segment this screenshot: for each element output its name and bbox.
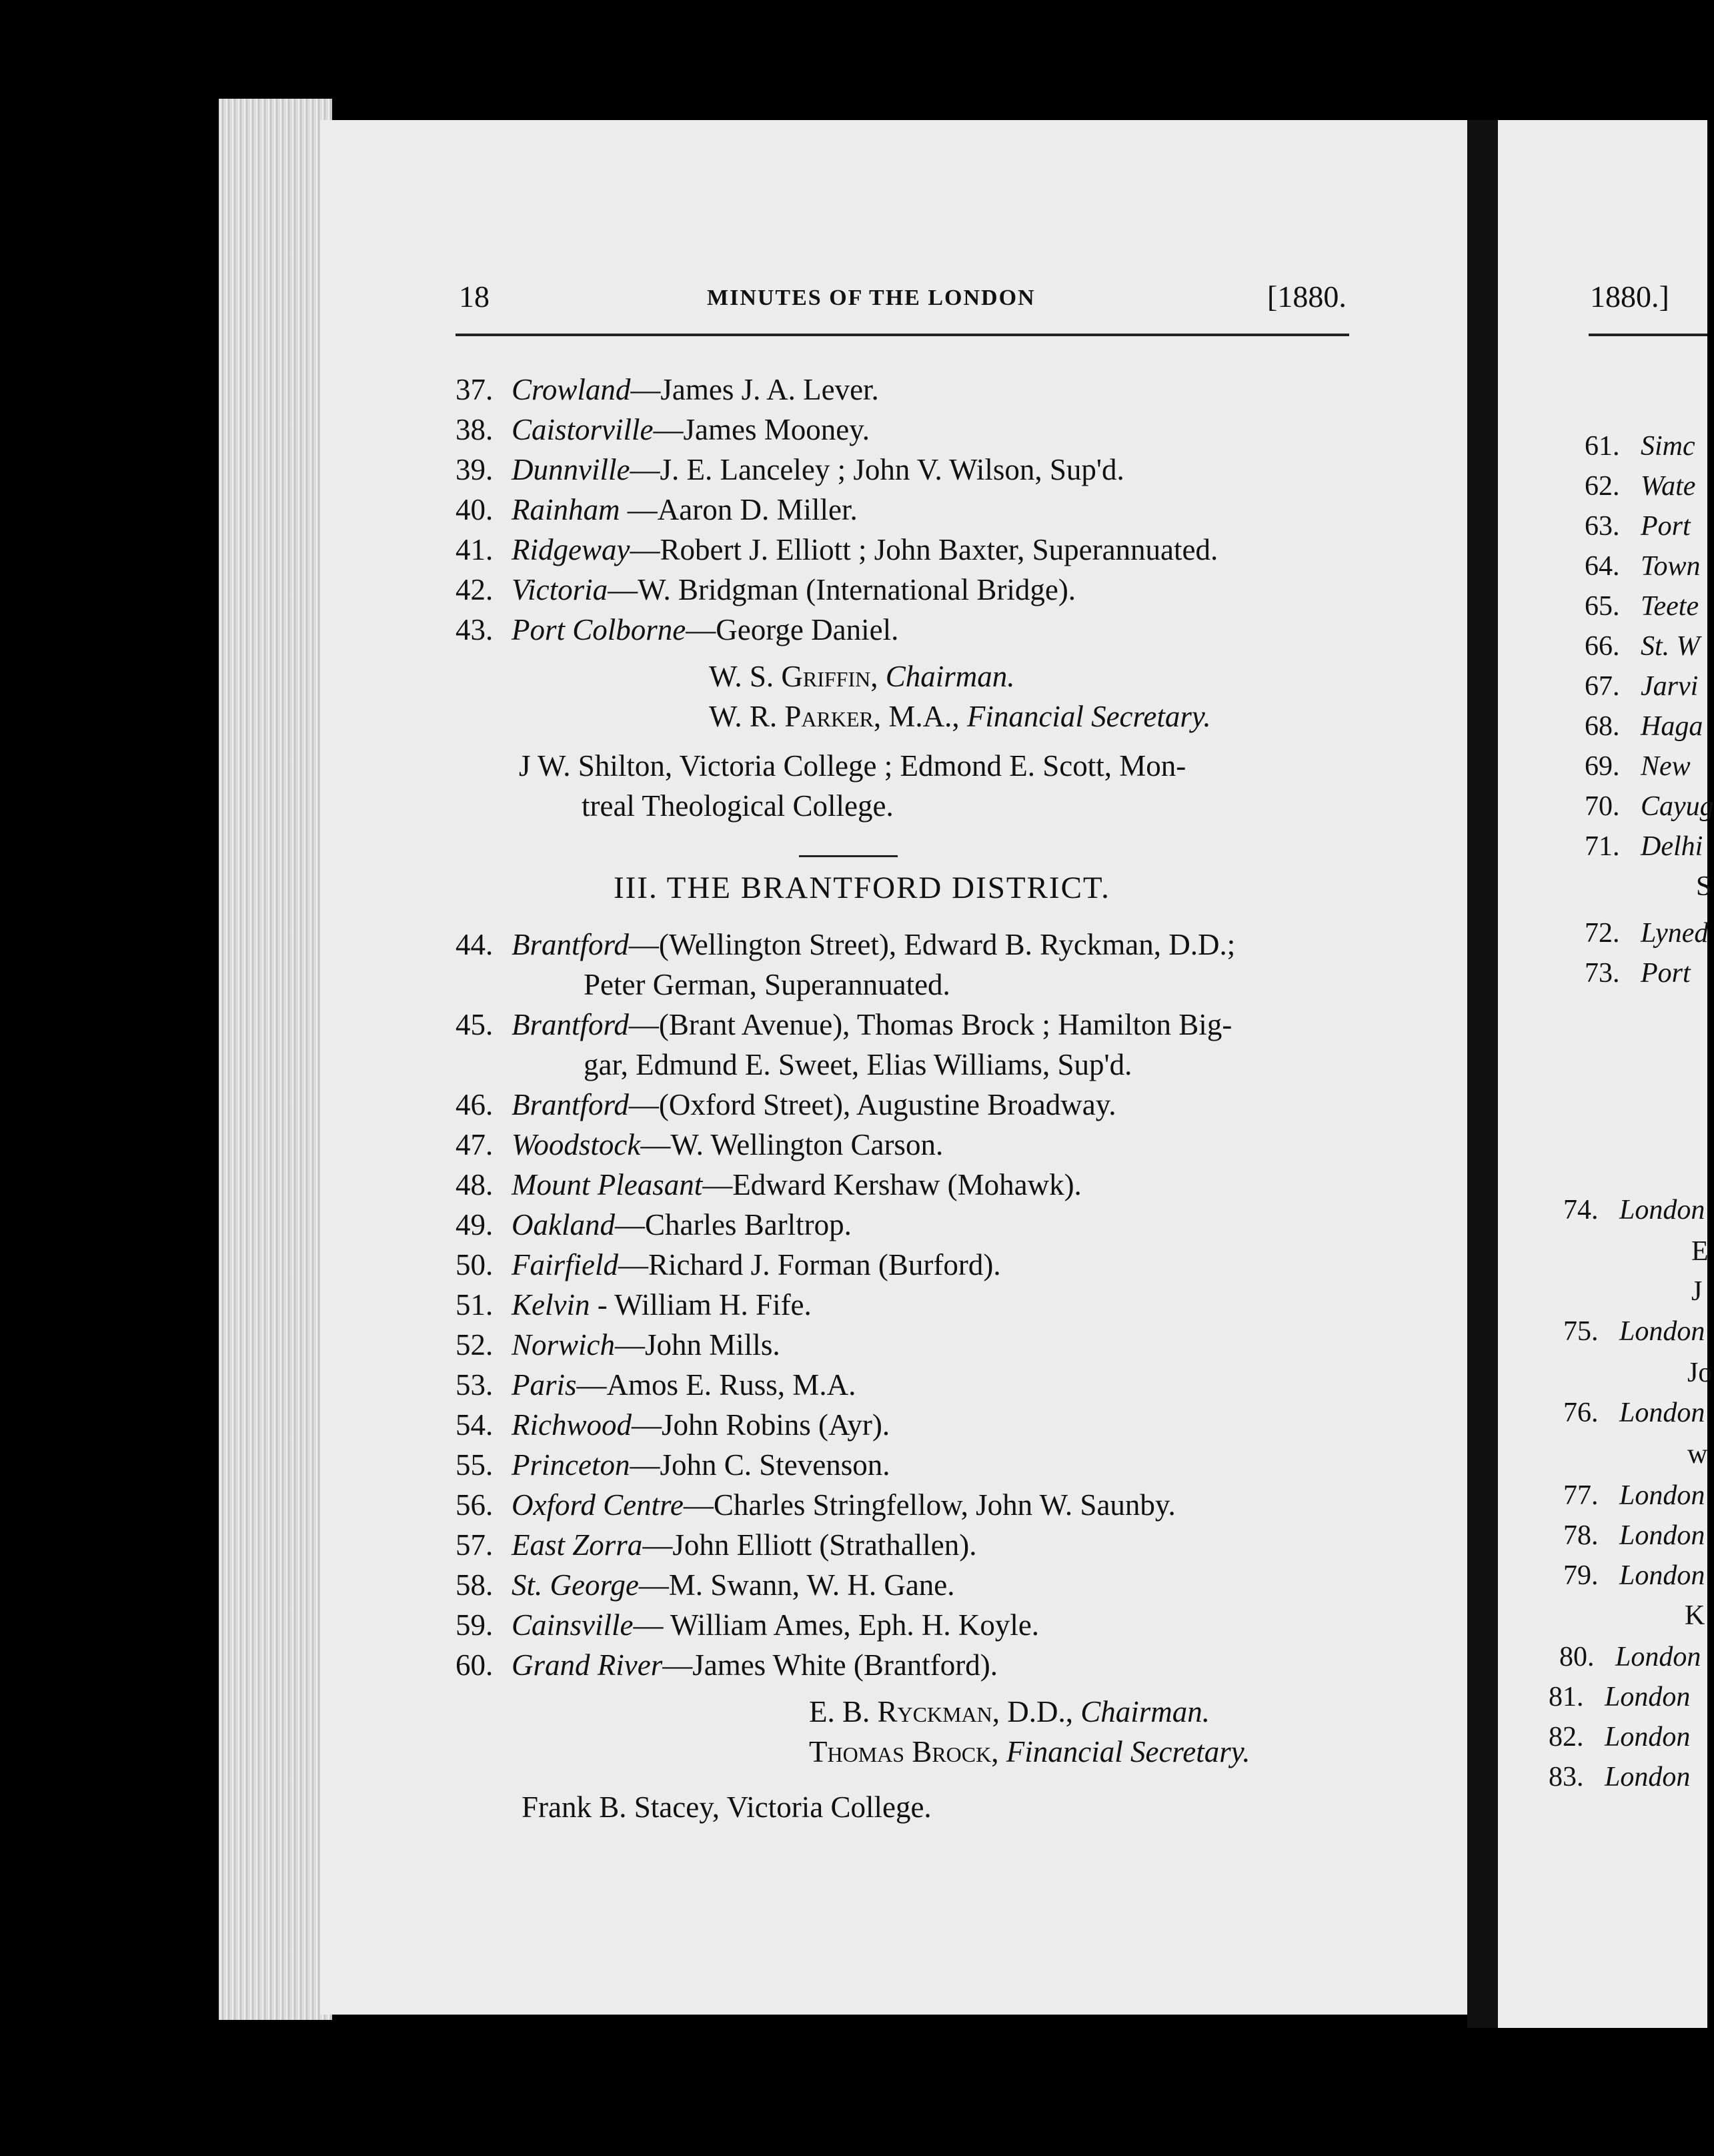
book-gutter <box>1467 120 1498 2028</box>
right-fragment: S <box>1696 871 1712 902</box>
list-item: 54. Richwood—John Robins (Ayr). <box>456 1408 890 1442</box>
list-item: 40. Rainham —Aaron D. Miller. <box>456 493 858 526</box>
secretary-signature: W. R. Parker, M.A., Financial Secretary. <box>709 700 1211 733</box>
list-item: 47. Woodstock—W. Wellington Carson. <box>456 1128 944 1161</box>
right-list-item: 65. Teete <box>1585 591 1699 622</box>
student-note: J W. Shilton, Victoria College ; Edmond E. Scott, Mon- <box>519 749 1186 782</box>
right-list-item: 78. London <box>1563 1520 1705 1551</box>
list-item: 42. Victoria—W. Bridgman (International Bridge). <box>456 573 1076 606</box>
chairman-signature: E. B. Ryckman, D.D., Chairman. <box>809 1695 1210 1728</box>
right-list-item: 77. London <box>1563 1480 1705 1511</box>
right-list-item: 67. Jarvi <box>1585 671 1699 702</box>
page-year: [1880. <box>1267 280 1347 314</box>
right-list-item: 68. Haga <box>1585 711 1703 742</box>
right-list-item: 64. Town <box>1585 551 1701 582</box>
list-item: 48. Mount Pleasant—Edward Kershaw (Mohawk). <box>456 1168 1082 1201</box>
right-list-item: 69. New <box>1585 751 1691 782</box>
right-list-item: 79. London <box>1563 1560 1705 1591</box>
page-number: 18 <box>459 280 490 314</box>
right-list-item: 76. London <box>1563 1398 1705 1428</box>
student-note-cont: treal Theological College. <box>582 789 894 823</box>
page-edges <box>219 99 332 2020</box>
list-item: 45. Brantford—(Brant Avenue), Thomas Brock ; Hamilton Big- <box>456 1008 1232 1041</box>
list-item-cont: gar, Edmund E. Sweet, Elias Williams, Sup'd. <box>584 1048 1132 1081</box>
right-list-item: 72. Lyned <box>1585 918 1709 949</box>
right-fragment: E <box>1691 1236 1709 1267</box>
list-item: 49. Oakland—Charles Barltrop. <box>456 1208 852 1241</box>
list-item: 52. Norwich—John Mills. <box>456 1328 780 1362</box>
right-list-item: 81. London <box>1549 1682 1691 1712</box>
student-note: Frank B. Stacey, Victoria College. <box>522 1790 932 1824</box>
list-item: 38. Caistorville—James Mooney. <box>456 413 870 446</box>
chairman-signature: W. S. Griffin, Chairman. <box>709 660 1015 693</box>
right-list-item: 80. London <box>1559 1642 1701 1672</box>
right-page-year: 1880.] <box>1590 280 1669 314</box>
right-list-item: 82. London <box>1549 1722 1691 1752</box>
list-item: 44. Brantford—(Wellington Street), Edward B. Ryckman, D.D.; <box>456 928 1236 961</box>
list-item: 39. Dunnville—J. E. Lanceley ; John V. Wilson, Sup'd. <box>456 453 1124 486</box>
list-item: 53. Paris—Amos E. Russ, M.A. <box>456 1368 856 1402</box>
header-rule <box>456 334 1349 336</box>
right-list-item: 73. Port <box>1585 958 1691 989</box>
right-list-item: 66. St. W <box>1585 631 1700 662</box>
right-list-item: 62. Wate <box>1585 471 1696 502</box>
right-fragment: w <box>1687 1439 1708 1470</box>
right-list-item: 70. Cayug <box>1585 791 1714 822</box>
right-list-item: 63. Port <box>1585 511 1691 542</box>
right-header-rule <box>1589 334 1707 336</box>
right-list-item: 61. Simc <box>1585 431 1695 462</box>
list-item: 59. Cainsville— William Ames, Eph. H. Koyle. <box>456 1608 1040 1642</box>
list-item: 57. East Zorra—John Elliott (Strathallen). <box>456 1528 977 1562</box>
list-item: 37. Crowland—James J. A. Lever. <box>456 373 879 406</box>
running-title: MINUTES OF THE LONDON <box>707 286 1036 310</box>
section-rule <box>799 855 898 857</box>
district-heading: III. THE BRANTFORD DISTRICT. <box>614 871 1110 905</box>
secretary-signature: Thomas Brock, Financial Secretary. <box>809 1735 1250 1768</box>
list-item: 60. Grand River—James White (Brantford). <box>456 1648 998 1682</box>
list-item: 58. St. George—M. Swann, W. H. Gane. <box>456 1568 955 1602</box>
right-fragment: Jo <box>1687 1358 1713 1388</box>
right-list-item: 75. London <box>1563 1316 1705 1347</box>
list-item: 51. Kelvin - William H. Fife. <box>456 1288 812 1321</box>
list-item: 56. Oxford Centre—Charles Stringfellow, John W. Saunby. <box>456 1488 1176 1522</box>
right-fragment: K <box>1685 1600 1705 1631</box>
list-item-cont: Peter German, Superannuated. <box>584 968 950 1001</box>
right-list-item: 83. London <box>1549 1762 1691 1792</box>
list-item: 43. Port Colborne—George Daniel. <box>456 613 899 646</box>
list-item: 50. Fairfield—Richard J. Forman (Burford). <box>456 1248 1001 1281</box>
list-item: 46. Brantford—(Oxford Street), Augustine Broadway. <box>456 1088 1116 1121</box>
right-list-item: 74. London <box>1563 1195 1705 1225</box>
right-list-item: 71. Delhi <box>1585 831 1703 862</box>
right-fragment: J <box>1691 1276 1703 1307</box>
list-item: 55. Princeton—John C. Stevenson. <box>456 1448 890 1482</box>
list-item: 41. Ridgeway—Robert J. Elliott ; John Baxter, Superannuated. <box>456 533 1218 566</box>
